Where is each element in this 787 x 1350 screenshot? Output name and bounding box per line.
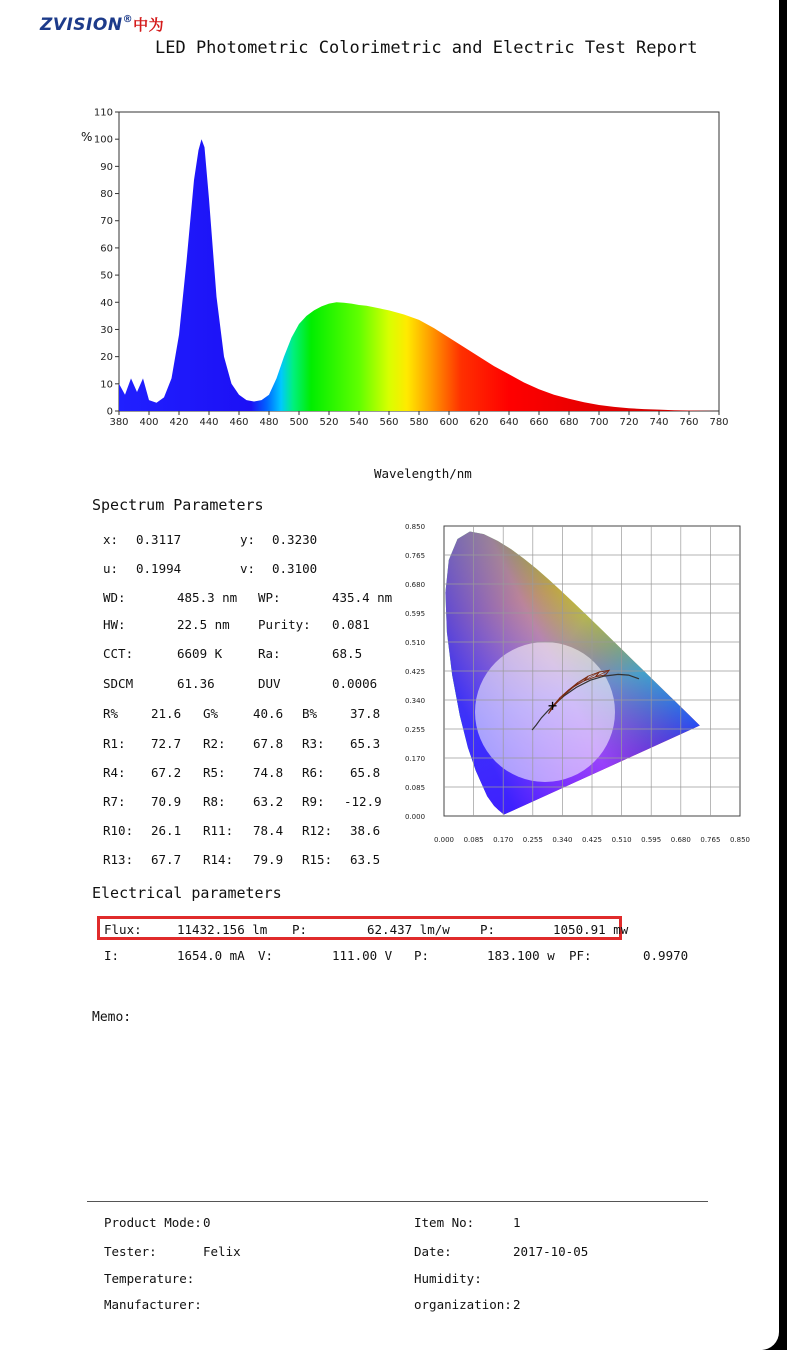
flux-value: 11432.156 lm	[177, 922, 268, 937]
ra-value: 68.5	[332, 646, 363, 661]
x-tick-label: 720	[619, 417, 639, 428]
x-tick-label: 540	[349, 417, 369, 428]
report-title: LED Photometric Colorimetric and Electric Test Report	[155, 38, 698, 58]
v-value: 0.3100	[272, 561, 318, 576]
cie-x-tick-label: 0.850	[729, 836, 751, 844]
cie-x-tick-label: 0.170	[493, 836, 514, 844]
x-tick-label: 500	[289, 417, 309, 428]
r8-label: R8:	[203, 794, 226, 809]
tester-value: Felix	[203, 1244, 241, 1259]
y-tick-label: 70	[100, 216, 113, 228]
cie-y-tick-label: 0.510	[405, 639, 426, 647]
flux-label: Flux:	[104, 922, 142, 937]
footer-divider	[87, 1201, 708, 1202]
r4-value: 67.2	[151, 765, 182, 780]
x-tick-label: 680	[559, 417, 579, 428]
brand-logo	[40, 14, 164, 35]
b-percent-value: 37.8	[350, 706, 381, 721]
x-tick-label: 420	[169, 417, 189, 428]
cie-x-tick-label: 0.340	[552, 836, 573, 844]
r8-value: 63.2	[253, 794, 284, 809]
g-percent-value: 40.6	[253, 706, 284, 721]
x-tick-label: 460	[229, 417, 249, 428]
optical-power-value: 1050.91 mw	[553, 922, 629, 937]
y-tick-label: 60	[100, 243, 113, 255]
item-no-value: 1	[513, 1215, 521, 1230]
r14-value: 79.9	[253, 852, 284, 867]
x-tick-label: 600	[439, 417, 459, 428]
r10-value: 26.1	[151, 823, 182, 838]
cie-y-tick-label: 0.170	[405, 755, 426, 763]
r2-value: 67.8	[253, 736, 284, 751]
y-tick-label: 40	[100, 297, 113, 309]
u-label: u:	[103, 561, 119, 576]
manufacturer-label: Manufacturer:	[104, 1297, 202, 1312]
y-tick-label: 80	[100, 189, 113, 201]
ra-label: Ra:	[258, 646, 281, 661]
r-percent-label: R%	[103, 706, 119, 721]
item-no-label: Item No:	[414, 1215, 475, 1230]
v-label: v:	[240, 561, 256, 576]
r5-value: 74.8	[253, 765, 284, 780]
r7-label: R7:	[103, 794, 126, 809]
r3-value: 65.3	[350, 736, 381, 751]
cie-x-tick-label: 0.510	[611, 836, 632, 844]
y-tick-label: 50	[100, 270, 113, 282]
x-tick-label: 700	[589, 417, 609, 428]
brand-chinese: 中为	[133, 16, 165, 34]
r1-value: 72.7	[151, 736, 182, 751]
x-tick-label: 480	[259, 417, 279, 428]
x-tick-label: 780	[709, 417, 729, 428]
date-value: 2017-10-05	[513, 1244, 589, 1259]
cie-y-tick-label: 0.085	[405, 784, 426, 792]
y-tick-label: 110	[93, 107, 113, 119]
sdcm-value: 61.36	[177, 676, 215, 691]
x-tick-label: 560	[379, 417, 399, 428]
cie-gamut	[395, 522, 755, 852]
r7-value: 70.9	[151, 794, 182, 809]
x-axis-label: Wavelength/nm	[374, 466, 472, 481]
r11-value: 78.4	[253, 823, 284, 838]
x-tick-label: 380	[109, 417, 129, 428]
hw-label: HW:	[103, 617, 126, 632]
cie-x-tick-label: 0.425	[581, 836, 603, 844]
cie-y-tick-label: 0.340	[405, 697, 426, 705]
power-label: P:	[414, 948, 430, 963]
b-percent-label: B%	[302, 706, 318, 721]
organization-value: 2	[513, 1297, 521, 1312]
y-axis-label: %	[81, 130, 93, 144]
wd-value: 485.3 nm	[177, 590, 238, 605]
wd-label: WD:	[103, 590, 126, 605]
product-model-value: 0	[203, 1215, 211, 1230]
cie-y-tick-label: 0.255	[405, 726, 426, 734]
cie-x-tick-label: 0.085	[463, 836, 484, 844]
current-label: I:	[104, 948, 120, 963]
x-tick-label: 400	[139, 417, 159, 428]
x-tick-label: 640	[499, 417, 519, 428]
r3-label: R3:	[302, 736, 325, 751]
r13-label: R13:	[103, 852, 134, 867]
y-label: y:	[240, 532, 256, 547]
spectrum-chart	[75, 100, 745, 439]
hw-value: 22.5 nm	[177, 617, 230, 632]
cie-x-tick-label: 0.000	[433, 836, 455, 844]
spectrum-chart-svg	[75, 100, 745, 435]
x-label: x:	[103, 532, 119, 547]
r4-label: R4:	[103, 765, 126, 780]
r9-value: -12.9	[344, 794, 382, 809]
electrical-heading: Electrical parameters	[92, 884, 282, 902]
duv-label: DUV	[258, 676, 281, 691]
r5-label: R5:	[203, 765, 226, 780]
y-tick-label: 10	[100, 379, 113, 391]
product-model-label: Product Mode:	[104, 1215, 202, 1230]
x-tick-label: 660	[529, 417, 549, 428]
x-tick-label: 760	[679, 417, 699, 428]
spectrum-params-heading: Spectrum Parameters	[92, 496, 264, 514]
pf-label: PF:	[569, 948, 592, 963]
optical-power-label: P:	[480, 922, 496, 937]
purity-label: Purity:	[258, 617, 311, 632]
cct-label: CCT:	[103, 646, 134, 661]
cie-y-tick-label: 0.000	[405, 813, 426, 821]
cie-x-tick-label: 0.595	[641, 836, 662, 844]
duv-value: 0.0006	[332, 676, 378, 691]
efficacy-label: P:	[292, 922, 308, 937]
y-tick-label: 30	[100, 324, 113, 336]
power-value: 183.100 w	[487, 948, 555, 963]
r15-value: 63.5	[350, 852, 381, 867]
brand-name: ZVISION	[40, 15, 123, 35]
y-tick-label: 20	[100, 352, 113, 364]
r14-label: R14:	[203, 852, 234, 867]
voltage-value: 111.00 V	[332, 948, 393, 963]
memo-label: Memo:	[92, 1010, 132, 1025]
sdcm-label: SDCM	[103, 676, 134, 691]
cie-y-tick-label: 0.595	[405, 610, 426, 618]
temperature-label: Temperature:	[104, 1271, 195, 1286]
cie-diagram	[395, 522, 755, 856]
y-tick-label: 100	[93, 134, 113, 146]
r10-label: R10:	[103, 823, 134, 838]
y-tick-label: 90	[100, 161, 113, 173]
r6-label: R6:	[302, 765, 325, 780]
r1-label: R1:	[103, 736, 126, 751]
cie-x-tick-label: 0.255	[522, 836, 543, 844]
r13-value: 67.7	[151, 852, 182, 867]
highlight-box	[97, 916, 622, 940]
y-tick-label: 0	[106, 406, 113, 418]
r9-label: R9:	[302, 794, 325, 809]
date-label: Date:	[414, 1244, 452, 1259]
g-percent-label: G%	[203, 706, 219, 721]
x-tick-label: 520	[319, 417, 339, 428]
cct-value: 6609 K	[177, 646, 223, 661]
r12-label: R12:	[302, 823, 333, 838]
cie-x-tick-label: 0.765	[700, 836, 721, 844]
voltage-label: V:	[258, 948, 274, 963]
r12-value: 38.6	[350, 823, 381, 838]
u-value: 0.1994	[136, 561, 182, 576]
cie-y-tick-label: 0.425	[405, 668, 426, 676]
cie-y-tick-label: 0.680	[405, 581, 426, 589]
r15-label: R15:	[302, 852, 333, 867]
r6-value: 65.8	[350, 765, 381, 780]
tester-label: Tester:	[104, 1244, 157, 1259]
x-tick-label: 620	[469, 417, 489, 428]
r2-label: R2:	[203, 736, 226, 751]
cie-diagram-svg	[395, 522, 755, 852]
current-value: 1654.0 mA	[177, 948, 245, 963]
x-tick-label: 740	[649, 417, 669, 428]
pf-value: 0.9970	[643, 948, 689, 963]
cie-y-tick-label: 0.850	[405, 523, 426, 531]
wp-label: WP:	[258, 590, 281, 605]
cie-y-tick-label: 0.765	[405, 552, 426, 560]
humidity-label: Humidity:	[414, 1271, 482, 1286]
x-value: 0.3117	[136, 532, 182, 547]
wp-value: 435.4 nm	[332, 590, 393, 605]
x-tick-label: 580	[409, 417, 429, 428]
efficacy-value: 62.437 lm/w	[367, 922, 450, 937]
purity-value: 0.081	[332, 617, 370, 632]
organization-label: organization:	[414, 1297, 512, 1312]
r11-label: R11:	[203, 823, 234, 838]
x-tick-label: 440	[199, 417, 219, 428]
cie-x-tick-label: 0.680	[670, 836, 691, 844]
r-percent-value: 21.6	[151, 706, 182, 721]
registered-mark: ®	[122, 14, 134, 25]
y-value: 0.3230	[272, 532, 318, 547]
